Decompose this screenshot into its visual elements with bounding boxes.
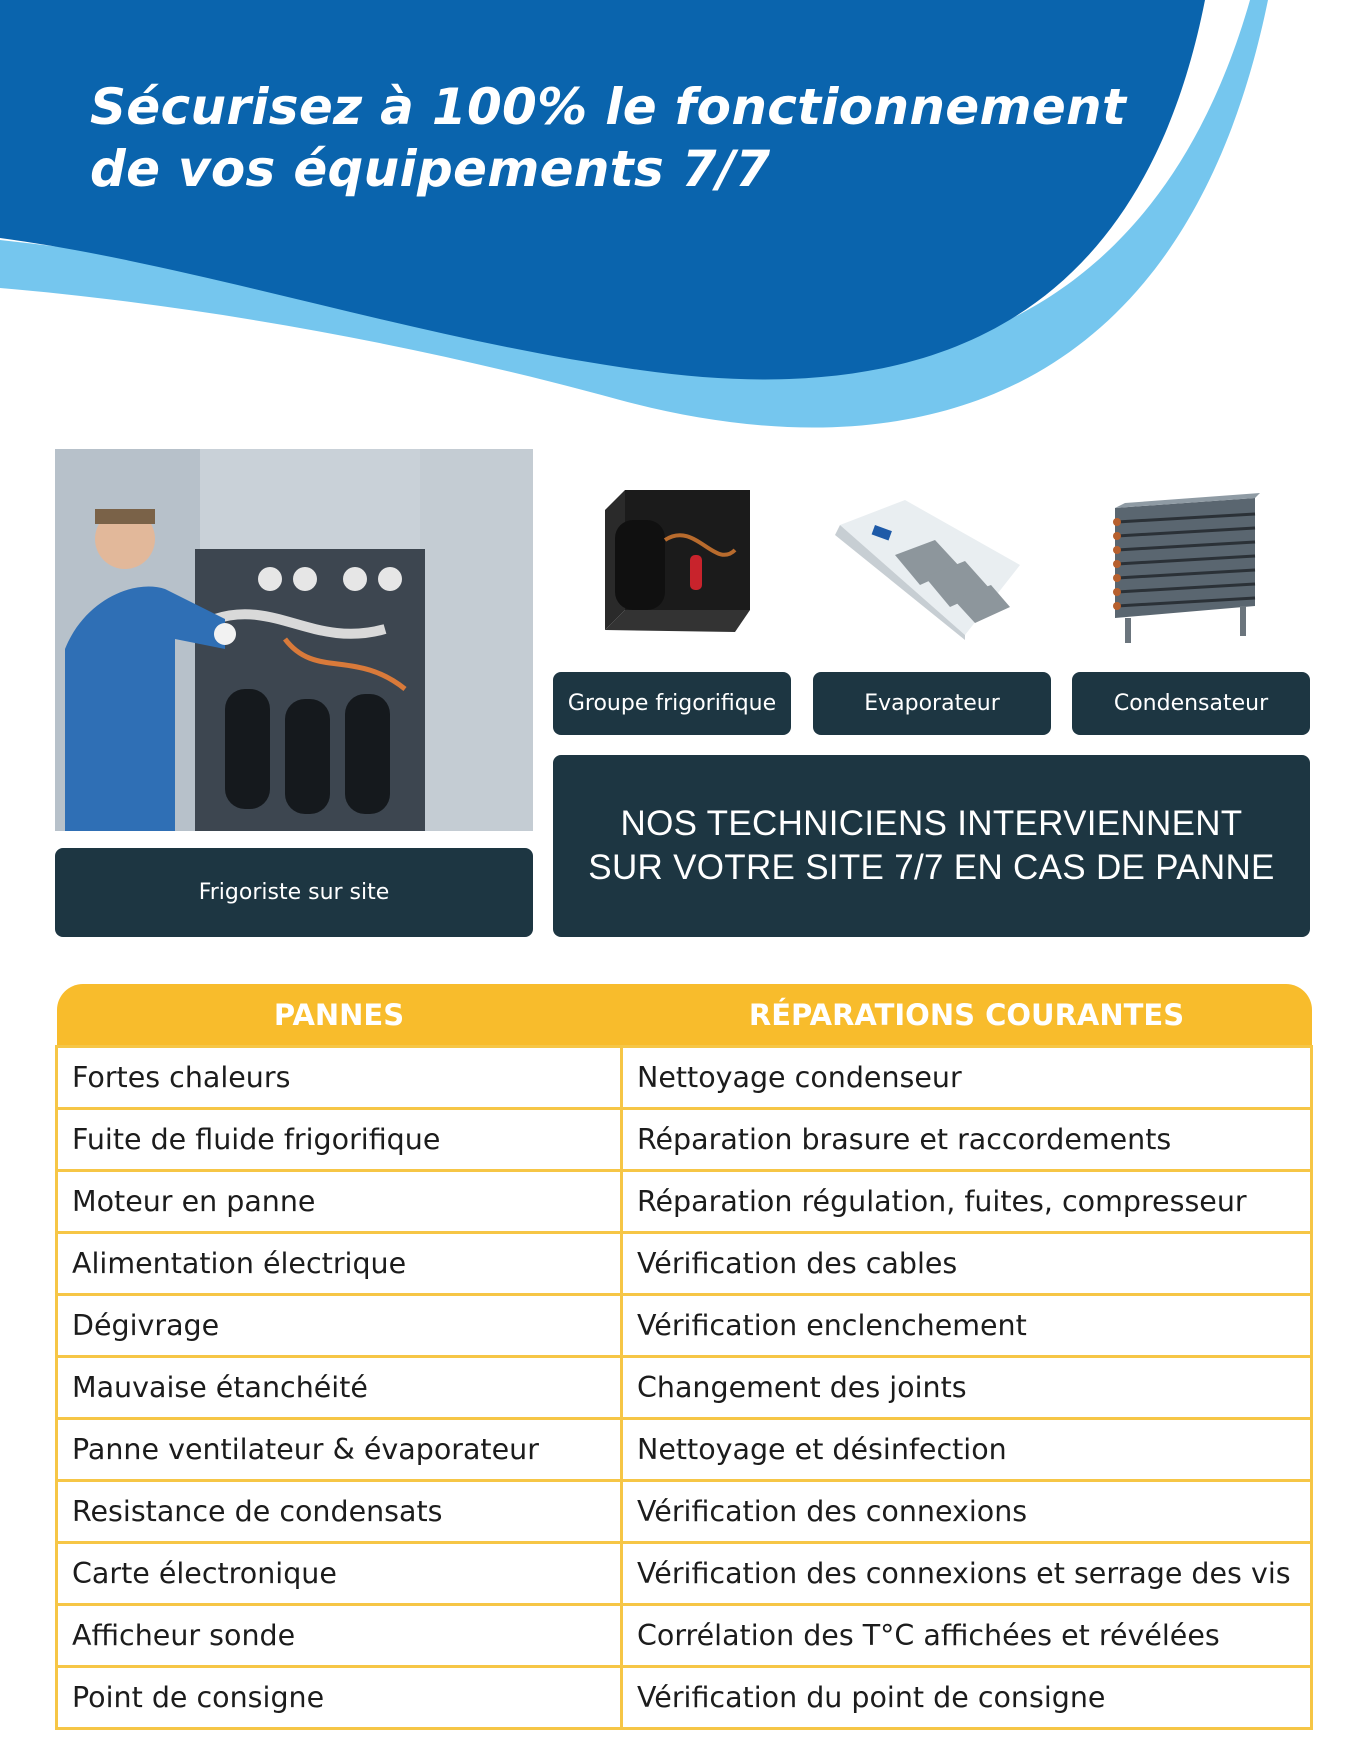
panne-cell: Moteur en panne bbox=[57, 1171, 622, 1233]
product-label-evaporateur bbox=[813, 672, 1051, 735]
panne-cell: Fuite de fluide frigorifique bbox=[57, 1109, 622, 1171]
product-label-text: Condensateur bbox=[1113, 691, 1269, 716]
panne-cell: Point de consigne bbox=[57, 1667, 622, 1729]
product-label-text: Groupe frigorifique bbox=[567, 691, 777, 716]
technician-caption bbox=[55, 848, 533, 937]
table-row bbox=[57, 1171, 1312, 1233]
condensing-unit-photo bbox=[585, 480, 765, 640]
reparation-cell: Réparation régulation, fuites, compresseur bbox=[622, 1171, 1312, 1233]
repair-table bbox=[55, 984, 1313, 1730]
banner-line-2: SUR VOTRE SITE 7/7 EN CAS DE PANNE bbox=[588, 848, 1275, 887]
reparation-cell: Nettoyage et désinfection bbox=[622, 1419, 1312, 1481]
panne-cell: Dégivrage bbox=[57, 1295, 622, 1357]
product-label-text: Evaporateur bbox=[864, 691, 1000, 716]
table-row bbox=[57, 1047, 1312, 1109]
table-row bbox=[57, 1419, 1312, 1481]
intervention-banner bbox=[553, 755, 1310, 937]
table-body bbox=[57, 1047, 1312, 1729]
title-line-2: de vos équipements 7/7 bbox=[90, 140, 771, 198]
panne-cell: Panne ventilateur & évaporateur bbox=[57, 1419, 622, 1481]
reparation-cell: Réparation brasure et raccordements bbox=[622, 1109, 1312, 1171]
table-row bbox=[57, 1109, 1312, 1171]
hero-banner bbox=[0, 0, 1366, 460]
table-row bbox=[57, 1543, 1312, 1605]
reparation-cell: Vérification des cables bbox=[622, 1233, 1312, 1295]
table-row bbox=[57, 1357, 1312, 1419]
table-row bbox=[57, 1295, 1312, 1357]
column-header-pannes: PANNES bbox=[57, 984, 622, 1047]
product-label-condensateur bbox=[1072, 672, 1310, 735]
panne-cell: Resistance de condensats bbox=[57, 1481, 622, 1543]
panne-cell: Mauvaise étanchéité bbox=[57, 1357, 622, 1419]
reparation-cell: Changement des joints bbox=[622, 1357, 1312, 1419]
product-label-groupe-frigorifique bbox=[553, 672, 791, 735]
panne-cell: Carte électronique bbox=[57, 1543, 622, 1605]
table-row bbox=[57, 1481, 1312, 1543]
reparation-cell: Corrélation des T°C affichées et révélées bbox=[622, 1605, 1312, 1667]
technician-caption-text: Frigoriste sur site bbox=[198, 880, 390, 905]
panne-cell: Alimentation électrique bbox=[57, 1233, 622, 1295]
column-header-reparations: RÉPARATIONS COURANTES bbox=[622, 984, 1312, 1047]
table-row bbox=[57, 1605, 1312, 1667]
hero-wave-shape bbox=[0, 0, 1366, 460]
table-row bbox=[57, 1667, 1312, 1729]
table-header-row bbox=[57, 984, 1312, 1047]
table-row bbox=[57, 1233, 1312, 1295]
condenser-photo bbox=[1105, 488, 1265, 650]
page-title bbox=[90, 76, 1126, 200]
reparation-cell: Vérification des connexions et serrage des vis bbox=[622, 1543, 1312, 1605]
panne-cell: Afficheur sonde bbox=[57, 1605, 622, 1667]
reparation-cell: Vérification des connexions bbox=[622, 1481, 1312, 1543]
title-line-1: Sécurisez à 100% le fonctionnement bbox=[90, 78, 1127, 136]
evaporator-photo bbox=[835, 495, 1025, 640]
reparation-cell: Nettoyage condenseur bbox=[622, 1047, 1312, 1109]
banner-line-1: NOS TECHNICIENS INTERVIENNENT bbox=[620, 804, 1243, 843]
technician-photo bbox=[55, 449, 533, 831]
panne-cell: Fortes chaleurs bbox=[57, 1047, 622, 1109]
reparation-cell: Vérification du point de consigne bbox=[622, 1667, 1312, 1729]
reparation-cell: Vérification enclenchement bbox=[622, 1295, 1312, 1357]
